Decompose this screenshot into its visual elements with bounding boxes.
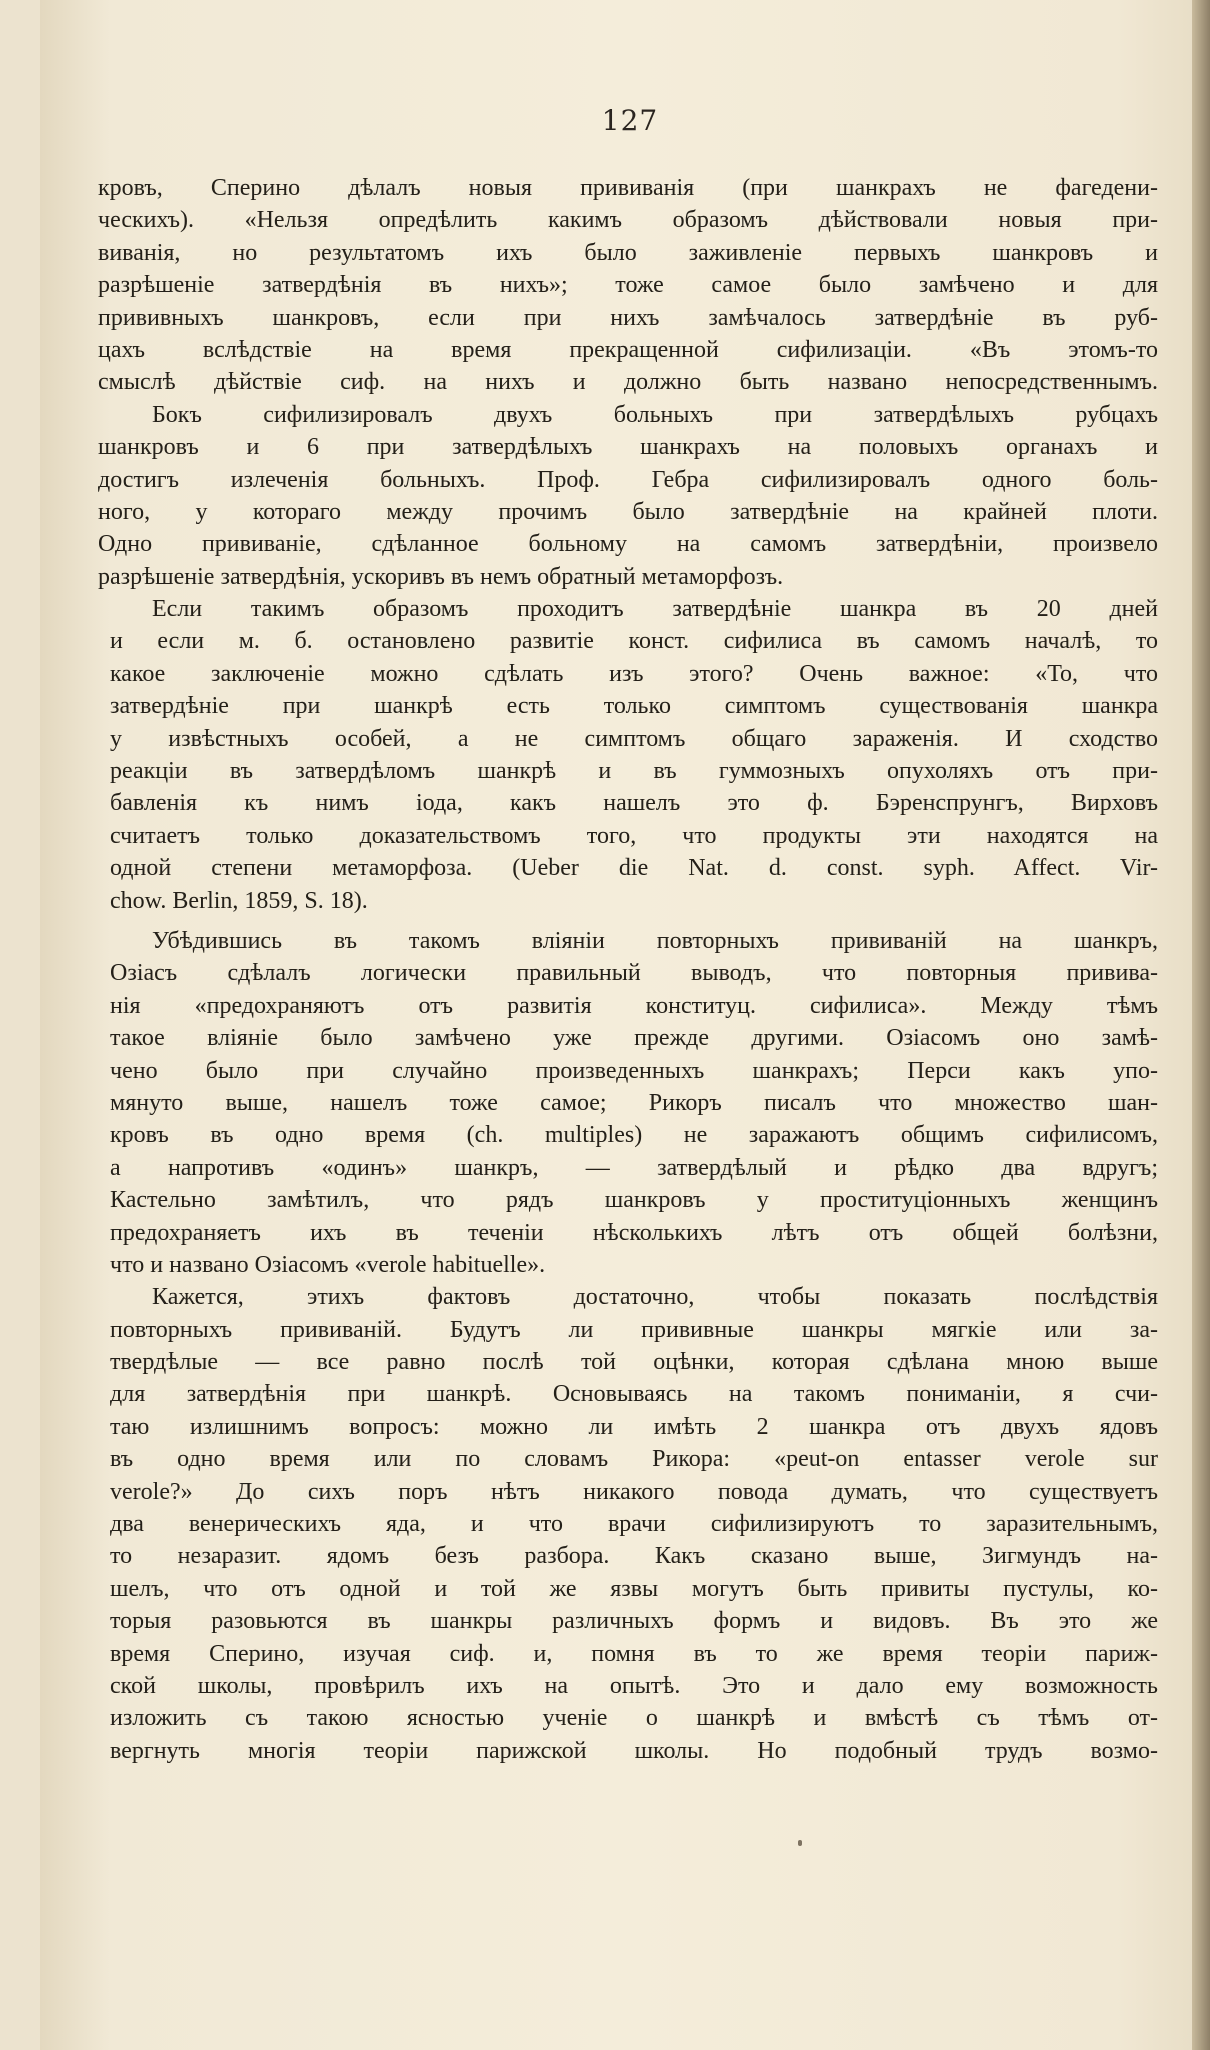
text-line: повторныхъ прививаній. Будутъ ли прививные шанкры мягкіе или за-: [110, 1316, 1158, 1343]
text-line: а напротивъ «одинъ» шанкръ, — затвердѣлый и рѣдко два вдругъ;: [110, 1154, 1158, 1181]
text-line: какое заключеніе можно сдѣлать изъ этого? Очень важное: «То, что: [110, 660, 1158, 687]
text-line: Озіасъ сдѣлалъ логически правильный выводъ, что повторныя привива-: [110, 960, 1158, 987]
text-line: реакціи въ затвердѣломъ шанкрѣ и въ гуммозныхъ опухоляхъ отъ при-: [110, 758, 1158, 785]
text-line: такое вліяніе было замѣчено уже прежде другими. Озіасомъ оно замѣ-: [110, 1025, 1158, 1052]
text-line: кровъ въ одно время (ch. multiples) не заражаютъ общимъ сифилисомъ,: [110, 1122, 1158, 1149]
text-line: у извѣстныхъ особей, а не симптомъ общаго зараженія. И сходство: [110, 725, 1158, 752]
text-line: разрѣшеніе затвердѣнія, ускоривъ въ немъ обратный метаморфозъ.: [98, 563, 784, 590]
text-line: verole?» До сихъ поръ нѣтъ никакого повода думать, что существуетъ: [110, 1478, 1158, 1505]
book-spine-edge: [1192, 0, 1210, 2050]
text-line: таю излишнимъ вопросъ: можно ли имѣть 2 шанкра отъ двухъ ядовъ: [110, 1413, 1158, 1440]
text-line: для затвердѣнія при шанкрѣ. Основываясь на такомъ пониманіи, я счи-: [110, 1381, 1158, 1408]
text-line: торыя разовьются въ шанкры различныхъ формъ и видовъ. Въ это же: [110, 1608, 1158, 1635]
paragraph-gap: [110, 917, 1158, 925]
text-line: изложить съ такою ясностью ученіе о шанкрѣ и вмѣстѣ съ тѣмъ от-: [110, 1705, 1158, 1732]
text-line: твердѣлые — все равно послѣ той оцѣнки, которая сдѣлана мною выше: [110, 1349, 1158, 1376]
paragraph-5: [110, 1281, 1158, 1767]
text-line: Бокъ сифилизировалъ двухъ больныхъ при затвердѣлыхъ рубцахъ: [152, 401, 1158, 428]
text-line: ческихъ). «Нельзя опредѣлить какимъ образомъ дѣйствовали новыя при-: [98, 207, 1158, 234]
text-line: Одно прививаніе, сдѣланное больному на самомъ затвердѣніи, произвело: [98, 531, 1158, 558]
text-line: Кастельно замѣтилъ, что рядъ шанкровъ у проституціонныхъ женщинъ: [110, 1187, 1158, 1214]
page-number: 127: [601, 104, 659, 137]
text-line: вергнуть многія теоріи парижской школы. Но подобный трудъ возмо-: [110, 1737, 1158, 1764]
paper-speck: [798, 1840, 802, 1846]
text-line: виванія, но результатомъ ихъ было заживленіе первыхъ шанкровъ и: [98, 239, 1158, 266]
text-line: прививныхъ шанкровъ, если при нихъ замѣчалось затвердѣніе въ руб-: [98, 304, 1158, 331]
text-line: предохраняетъ ихъ въ теченіи нѣсколькихъ лѣтъ отъ общей болѣзни,: [110, 1219, 1158, 1246]
paragraph-4: [110, 925, 1158, 1281]
text-line: то незаразит. ядомъ безъ разбора. Какъ сказано выше, Зигмундъ на-: [110, 1543, 1158, 1570]
paragraph-3: [110, 593, 1158, 917]
text-line: смыслѣ дѣйствіе сиф. на нихъ и должно быть названо непосредственнымъ.: [98, 369, 1158, 396]
text-line: ного, у котораго между прочимъ было затвердѣніе на крайней плоти.: [98, 498, 1158, 525]
text-line: шелъ, что отъ одной и той же язвы могутъ быть привиты пустулы, ко-: [110, 1575, 1158, 1602]
book-page: [40, 0, 1210, 2050]
text-line: разрѣшеніе затвердѣнія въ нихъ»; тоже самое было замѣчено и для: [98, 272, 1158, 299]
text-line: мянуто выше, нашелъ тоже самое; Рикоръ писалъ что множество шан-: [110, 1089, 1158, 1116]
text-line: нія «предохраняютъ отъ развитія конституц. сифилиса». Между тѣмъ: [110, 992, 1158, 1019]
text-line: шанкровъ и 6 при затвердѣлыхъ шанкрахъ на половыхъ органахъ и: [98, 434, 1158, 461]
text-line: Кажется, этихъ фактовъ достаточно, чтобы показать послѣдствія: [152, 1284, 1158, 1311]
text-line: бавленія къ нимъ іода, какъ нашелъ это ф. Бэренспрунгъ, Вирховъ: [110, 790, 1158, 817]
text-line: что и названо Озіасомъ «verole habituelle».: [110, 1251, 546, 1278]
text-line: считаетъ только доказательствомъ того, что продукты эти находятся на: [110, 822, 1158, 849]
text-line: цахъ вслѣдствіе на время прекращенной сифилизаціи. «Въ этомъ-то: [98, 336, 1158, 363]
text-line: чено было при случайно произведенныхъ шанкрахъ; Перси какъ упо-: [110, 1057, 1158, 1084]
text-line: Если такимъ образомъ проходитъ затвердѣніе шанкра въ 20 дней: [152, 596, 1158, 623]
text-line: ской школы, провѣрилъ ихъ на опытѣ. Это и дало ему возможность: [110, 1672, 1158, 1699]
text-line: кровъ, Сперино дѣлалъ новыя прививанія (при шанкрахъ не фагедени-: [98, 175, 1158, 201]
text-line: время Сперино, изучая сиф. и, помня въ то же время теоріи париж-: [110, 1640, 1158, 1667]
text-line: Убѣдившись въ такомъ вліяніи повторныхъ прививаній на шанкръ,: [152, 927, 1158, 954]
text-line: достигъ излеченія больныхъ. Проф. Гебра сифилизировалъ одного боль-: [98, 466, 1158, 493]
text-line: въ одно время или по словамъ Рикора: «peut-on entasser verole sur: [110, 1446, 1158, 1473]
text-line: одной степени метаморфоза. (Ueber die Nat. d. const. syph. Affect. Vir-: [110, 855, 1158, 882]
text-line: и если м. б. остановлено развитіе конст. сифилиса въ самомъ началѣ, то: [110, 628, 1158, 655]
text-line: chow. Berlin, 1859, S. 18).: [110, 887, 368, 914]
paragraph-1: [98, 172, 1158, 399]
paragraph-2: [98, 399, 1158, 593]
page-body-text: [98, 172, 1158, 1767]
text-line: два венерическихъ яда, и что врачи сифилизируютъ то заразительнымъ,: [110, 1511, 1158, 1538]
text-line: затвердѣніе при шанкрѣ есть только симптомъ существованія шанкра: [110, 693, 1158, 720]
